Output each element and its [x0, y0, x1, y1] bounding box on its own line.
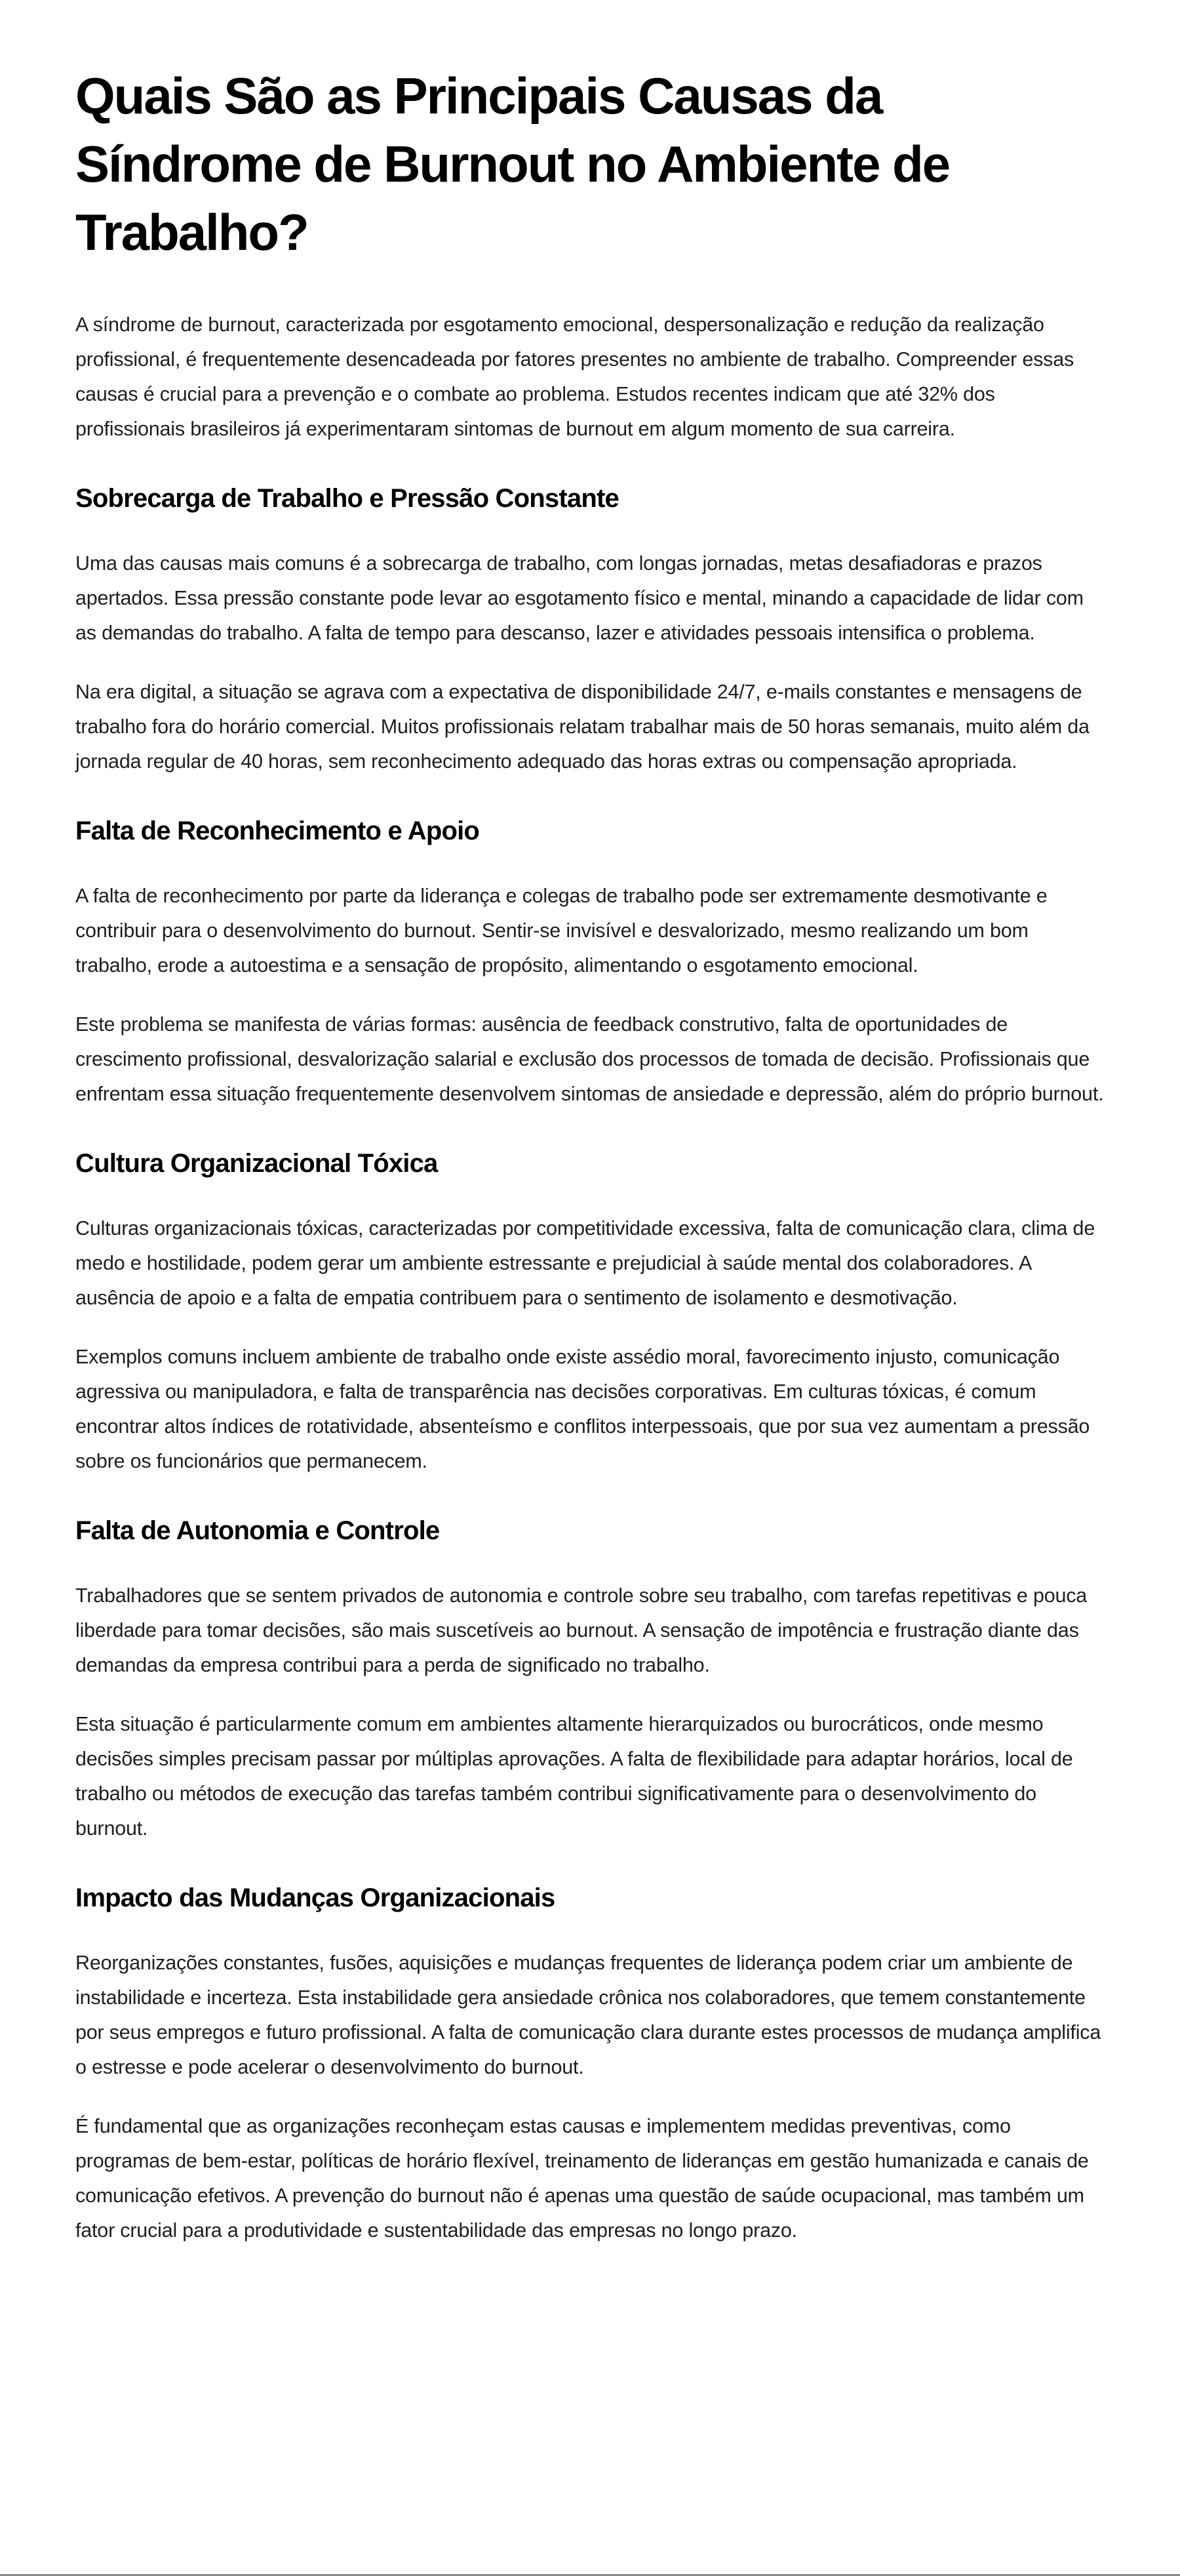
- section-heading: Falta de Reconhecimento e Apoio: [75, 816, 480, 845]
- section-heading: Sobrecarga de Trabalho e Pressão Constante: [75, 484, 619, 513]
- intro-paragraph: A síndrome de burnout, caracterizada por esgotamento emocional, despersonalização e redução da realização profissional, é frequentemente desencadeada por fatores presentes no ambiente de trabalho. Compreender essas causas é crucial para a prevenção e o combate ao problema. Estudos recentes indicam que até 32% dos profissionais brasileiros já experimentaram sintomas de burnout em algum momento de sua carreira.: [75, 313, 1074, 440]
- section-paragraph: Uma das causas mais comuns é a sobrecarga de trabalho, com longas jornadas, metas desafiadoras e prazos apertados. Essa pressão constante pode levar ao esgotamento físico e mental, minando a capacidade de lidar com as demandas do trabalho. A falta de tempo para descanso, lazer e atividades pessoais intensifica o problema.: [75, 552, 1084, 644]
- section-toxic-culture: [75, 1147, 1106, 1479]
- section-heading: Cultura Organizacional Tóxica: [75, 1149, 438, 1178]
- section-paragraph: Culturas organizacionais tóxicas, caracterizadas por competitividade excessiva, falta de comunicação clara, clima de medo e hostilidade, podem gerar um ambiente estressante e prejudicial à saúde mental dos colaboradores. A ausência de apoio e a falta de empatia contribuem para o sentimento de isolamento e desmotivação.: [75, 1217, 1095, 1309]
- section-heading: Impacto das Mudanças Organizacionais: [75, 1883, 555, 1912]
- section-autonomy: [75, 1514, 1106, 1846]
- page-title: Quais São as Principais Causas da Síndrome de Burnout no Ambiente de Trabalho?: [75, 67, 950, 261]
- section-heading: Falta de Autonomia e Controle: [75, 1516, 440, 1545]
- section-paragraph: Este problema se manifesta de várias formas: ausência de feedback construtivo, falta de oportunidades de crescimento profissional, desvalorização salarial e exclusão dos processos de tomada de decisão. Profissionais que enfrentam essa situação frequentemente desenvolvem sintomas de ansiedade e depressão, além do próprio burnout.: [75, 1013, 1104, 1105]
- article: [75, 62, 1106, 2272]
- section-paragraph: Exemplos comuns incluem ambiente de trabalho onde existe assédio moral, favorecimento injusto, comunicação agressiva ou manipuladora, e falta de transparência nas decisões corporativas. Em culturas tóxicas, é comum encontrar altos índices de rotatividade, absenteísmo e conflitos interpessoais, que por sua vez aumentam a pressão sobre os funcionários que permanecem.: [75, 1346, 1090, 1472]
- section-paragraph: Esta situação é particularmente comum em ambientes altamente hierarquizados ou burocráticos, onde mesmo decisões simples precisam passar por múltiplas aprovações. A falta de flexibilidade para adaptar horários, local de trabalho ou métodos de execução das tarefas também contribui significativamente para o desenvolvimento do burnout.: [75, 1713, 1073, 1840]
- section-overload: [75, 482, 1106, 779]
- section-paragraph: A falta de reconhecimento por parte da liderança e colegas de trabalho pode ser extremamente desmotivante e contribuir para o desenvolvimento do burnout. Sentir-se invisível e desvalorizado, mesmo realizando um bom trabalho, erode a autoestima e a sensação de propósito, alimentando o esgotamento emocional.: [75, 885, 1048, 976]
- section-paragraph: É fundamental que as organizações reconheçam estas causas e implementem medidas preventivas, como programas de bem-estar, políticas de horário flexível, treinamento de lideranças em gestão humanizada e canais de comunicação efetivos. A prevenção do burnout não é apenas uma questão de saúde ocupacional, mas também um fator crucial para a produtividade e sustentabilidade das empresas no longo prazo.: [75, 2115, 1089, 2242]
- section-organizational-change: [75, 1882, 1106, 2248]
- section-recognition: [75, 815, 1106, 1112]
- section-paragraph: Reorganizações constantes, fusões, aquisições e mudanças frequentes de liderança podem criar um ambiente de instabilidade e incerteza. Esta instabilidade gera ansiedade crônica nos colaboradores, que temem constantemente por seus empregos e futuro profissional. A falta de comunicação clara durante estes processos de mudança amplifica o estresse e pode acelerar o desenvolvimento do burnout.: [75, 1952, 1101, 2078]
- section-paragraph: Trabalhadores que se sentem privados de autonomia e controle sobre seu trabalho, com tarefas repetitivas e pouca liberdade para tomar decisões, são mais suscetíveis ao burnout. A sensação de impotência e frustração diante das demandas da empresa contribui para a perda de significado no trabalho.: [75, 1584, 1088, 1676]
- section-paragraph: Na era digital, a situação se agrava com a expectativa de disponibilidade 24/7, e-mails constantes e mensagens de trabalho fora do horário comercial. Muitos profissionais relatam trabalhar mais de 50 horas semanais, muito além da jornada regular de 40 horas, sem reconhecimento adequado das horas extras ou compensação apropriada.: [75, 681, 1090, 773]
